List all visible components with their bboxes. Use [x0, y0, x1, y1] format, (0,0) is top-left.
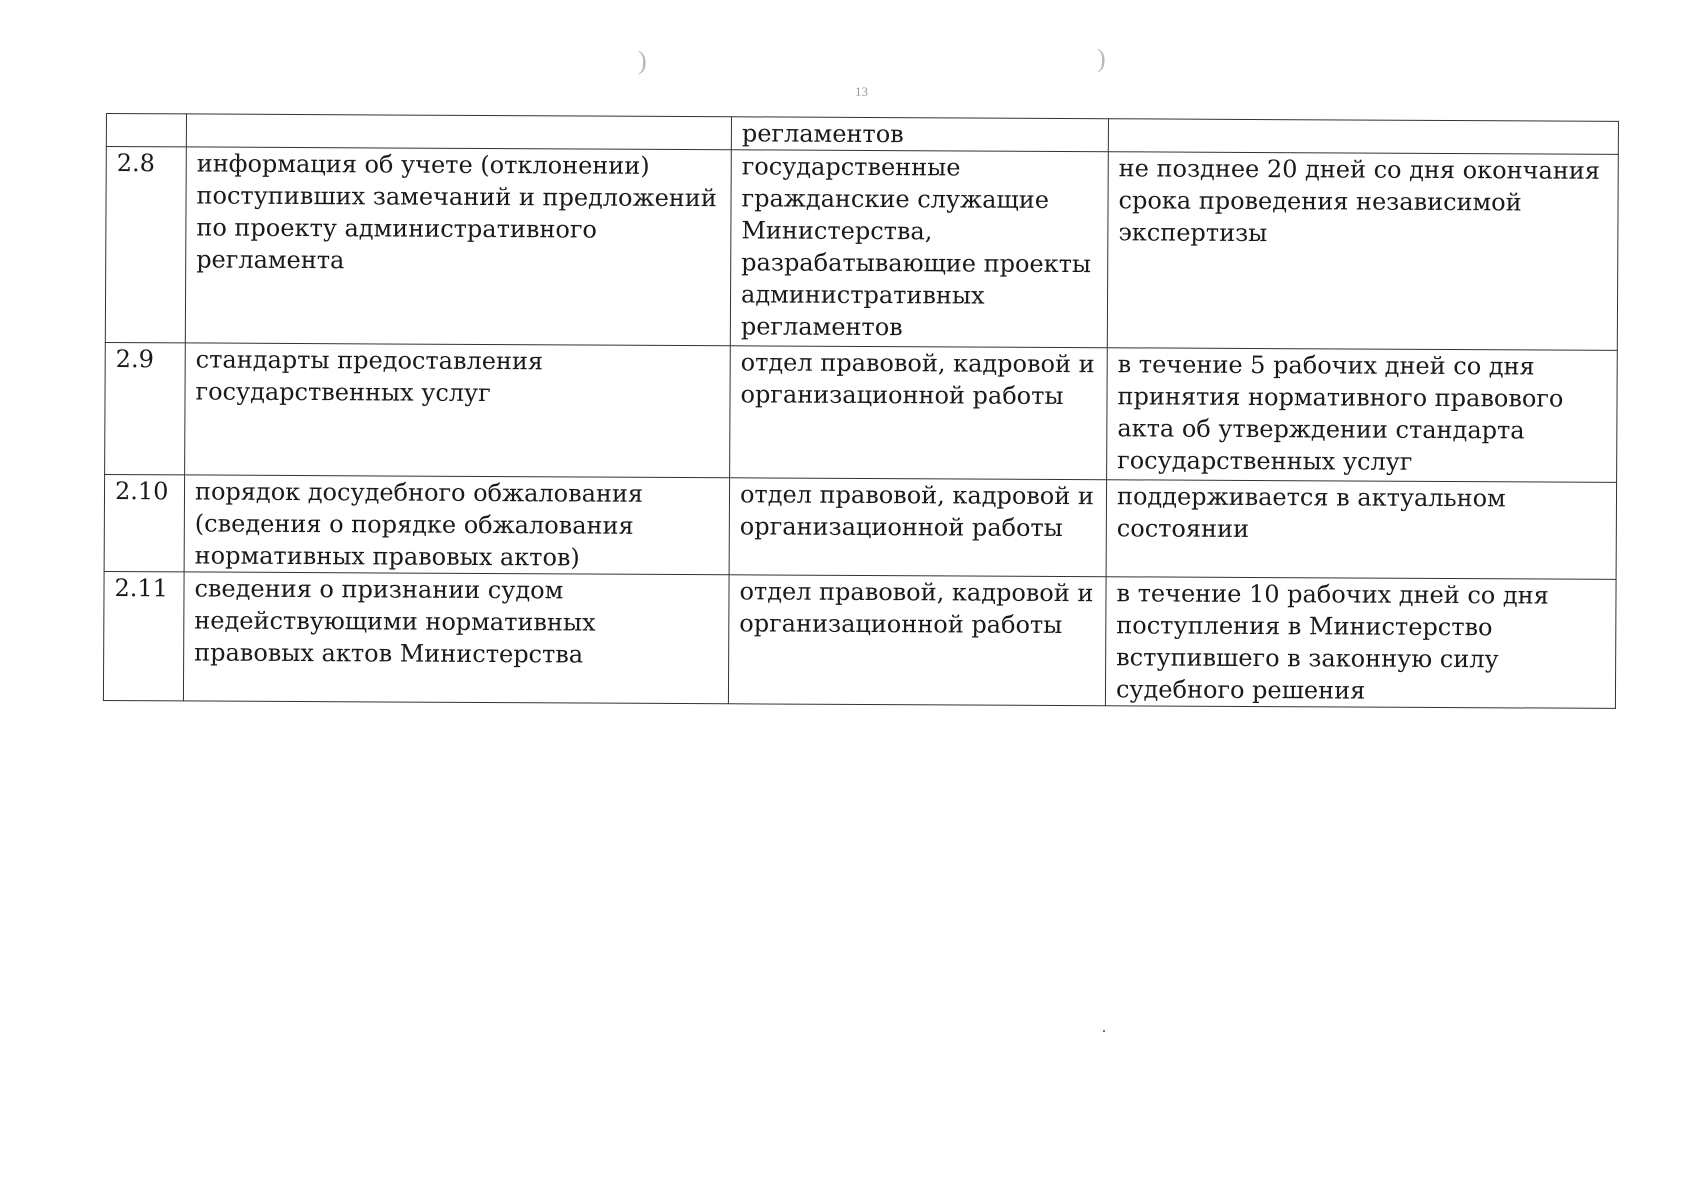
- table-row: [105, 342, 1618, 482]
- cell-deadline: не позднее 20 дней со дня окончания срока проведения независимой экспертизы: [1107, 152, 1618, 351]
- cell-responsible: отдел правовой, кадровой и организационной работы: [729, 478, 1107, 577]
- cell-number: 2.8: [105, 147, 186, 343]
- cell-responsible: регламентов: [731, 117, 1108, 152]
- cell-information: [186, 114, 731, 150]
- cell-number: 2.9: [105, 342, 186, 474]
- cell-deadline: поддерживается в актуальном состоянии: [1106, 480, 1617, 580]
- cell-responsible: государственные гражданские служащие Министерства, разрабатывающие проекты административных регламентов: [730, 150, 1108, 348]
- publication-schedule-table: [103, 113, 1619, 709]
- cell-deadline: [1108, 119, 1618, 155]
- table-row: [104, 474, 1616, 579]
- cell-deadline: в течение 10 рабочих дней со дня поступления в Министерство вступившего в законную силу судебного решения: [1105, 577, 1616, 709]
- cell-information: стандарты предоставления государственных услуг: [185, 343, 731, 478]
- cell-number: [106, 114, 186, 147]
- scan-artifact-left: ): [638, 46, 647, 75]
- cell-responsible: отдел правовой, кадровой и организационной работы: [730, 346, 1108, 480]
- cell-responsible: отдел правовой, кадровой и организационной работы: [728, 575, 1106, 706]
- cell-information: порядок досудебного обжалования (сведения о порядке обжалования нормативных правовых актов): [184, 475, 730, 575]
- table-row: [105, 147, 1618, 351]
- cell-number: 2.10: [104, 474, 185, 571]
- cell-number: 2.11: [103, 571, 184, 700]
- table-row: [103, 571, 1616, 708]
- cell-information: сведения о признании судом недействующими нормативных правовых актов Министерства: [183, 572, 729, 704]
- scan-artifact-right: ): [1097, 44, 1106, 73]
- cell-information: информация об учете (отклонении) поступивших замечаний и предложений по проекту административного регламента: [185, 147, 731, 346]
- scan-speck: [1103, 1030, 1105, 1032]
- cell-deadline: в течение 5 рабочих дней со дня принятия нормативного правового акта об утверждении стандарта государственных услуг: [1107, 348, 1618, 483]
- page-number: 13: [855, 84, 868, 99]
